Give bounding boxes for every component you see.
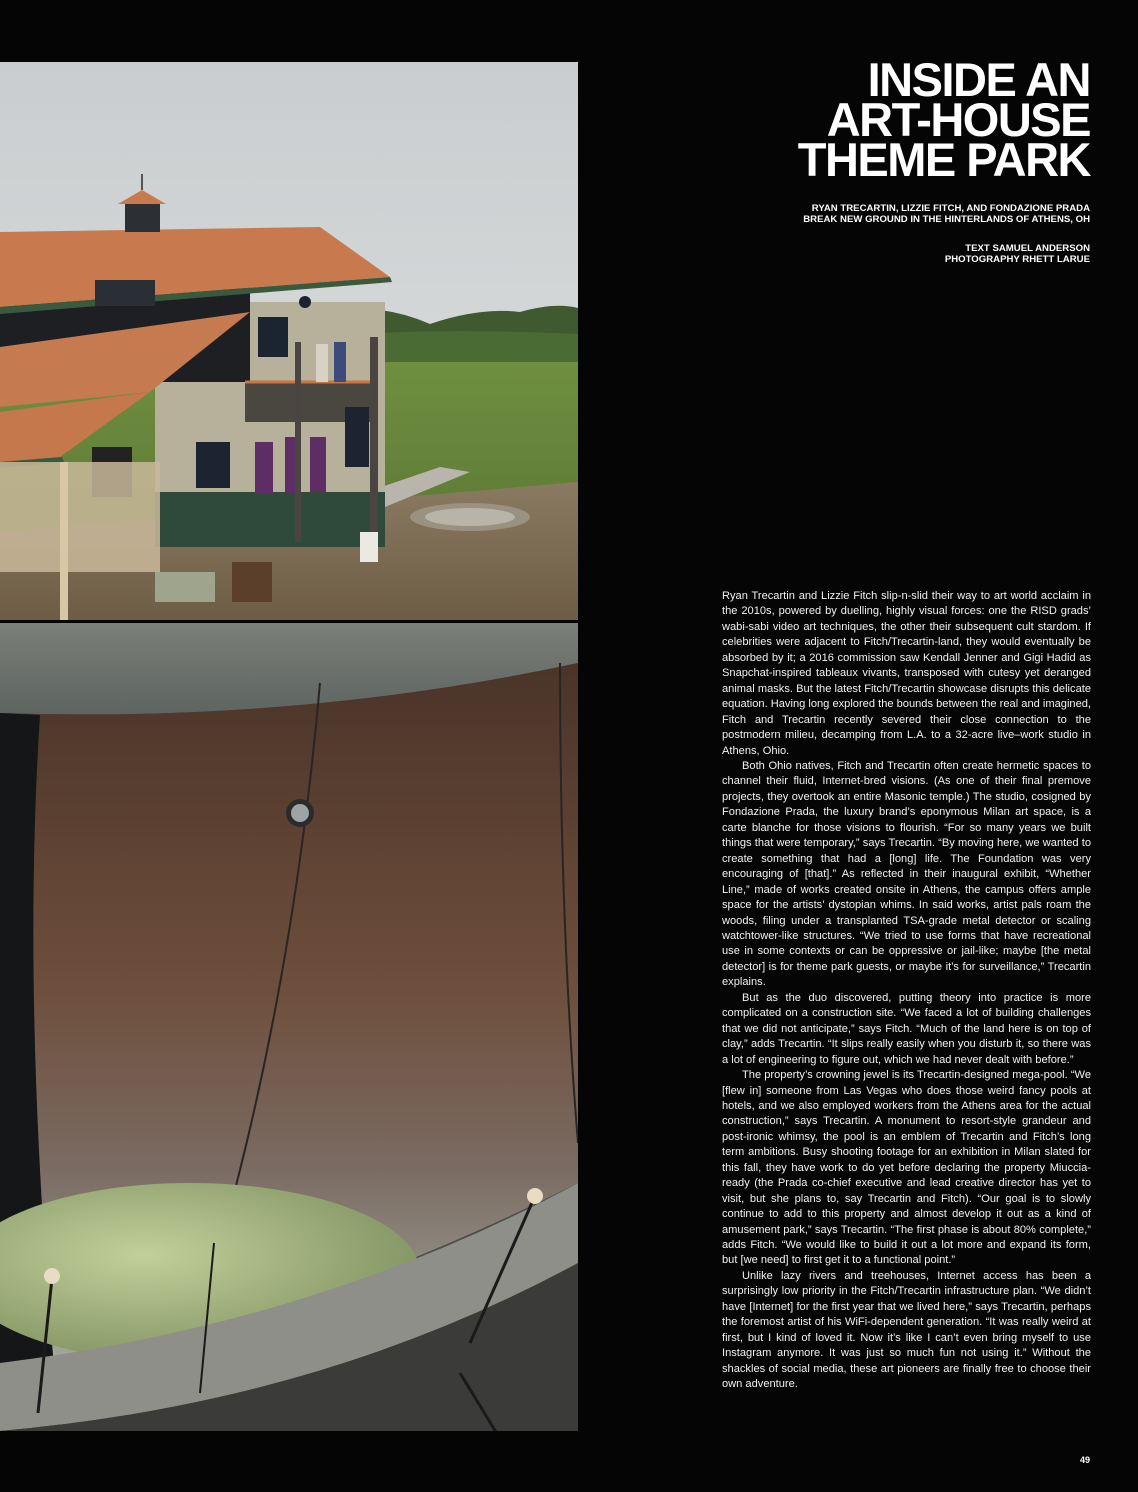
article-body [722,589,1091,1393]
body-paragraph-5: Unlike lazy rivers and treehouses, Internet access has been a surprisingly low priority in the Fitch/Trecartin infrastructure plan. “We didn’t have [Internet] for the first year that we lived here,” says Trecartin, perhaps the foremost artist of his WiFi-dependent generation. “It was really weird at first, but I kind of loved it. Now it’s like I can’t even bring myself to use Instagram anymore. It was just so much fun not using it.” Without the shackles of social media, these art pioneers are finally free to choose their own adventure. [722,1269,1091,1391]
credits [790,243,1090,265]
credit-photography: PHOTOGRAPHY RHETT LARUE [944,254,1090,265]
body-paragraph-1: Ryan Trecartin and Lizzie Fitch slip-n-slid their way to art world acclaim in the 2010s, powered by duelling, highly visual forces: one the RISD grads’ wabi-sabi video art techniques, the other their subsequent cult stardom. If celebrities were adjacent to Fitch/Trecartin-land, they would eventually be absorbed by it; a 2016 commission saw Kendall Jenner and Gigi Hadid as Snapchat-inspired tableaux vivants, transposed with cutesy yet deranged animal masks. But the latest Fitch/Trecartin showcase disrupts this delicate equation. Having long explored the bounds between the real and imagined, Fitch and Trecartin recently severed their close connection to the postmodern milieu, decamping from L.A. to a 32-acre live–work studio in Athens, Ohio. [722,590,1091,757]
pool-illustration [0,623,578,1431]
headline-line-3: THEME PARK [797,133,1090,186]
body-paragraph-4: The property’s crowning jewel is its Trecartin-designed mega-pool. “We [flew in] someone from Las Vegas who does those weird fancy pools at hotels, and we also employed workers from the Athens area for the actual construction,” says Trecartin. A monument to resort-style grandeur and post-ironic whimsy, the pool is an emblem of Trecartin and Fitch’s long term ambitions. Busy shooting footage for an exhibition in Milan slated for this fall, they have work to do yet before declaring the property Miuccia-ready (the Prada co-chief executive and lead creative director has yet to visit, but she plans to, say Trecartin and Fitch). “Our goal is to slowly continue to add to this property and almost develop it out as a kind of amusement park,” says Trecartin. “The first phase is about 80% complete,” adds Fitch. “We would like to build it out a lot more and expand its form, but [we need] to first get it to a functional point.” [722,1069,1091,1267]
body-paragraph-2: Both Ohio natives, Fitch and Trecartin often create hermetic spaces to channel their fluid, Internet-bred visions. (As one of their final premove projects, they overtook an entire Masonic temple.) The studio, cosigned by Fondazione Prada, the luxury brand’s eponymous Milan art space, is a carte blanche for those visions to flourish. “For so many years we built things that were temporary,” says Trecartin. “By moving here, we wanted to create something that had a [long] life. The Foundation was very encouraging of [that].” As reflected in their inaugural exhibit, “Whether Line,” made of works created onsite in Athens, the campus offers ample space for the artists’ dystopian whims. In said works, artist pals roam the woods, filing under a transplanted TSA-grade metal detector or scaling watchtower-like structures. “We tried to use forms that have recreational use in some contexts or can be oppressive or jail-like; maybe [the metal detector] is for theme park guests, or maybe it’s for surveillance,” Trecartin explains. [722,759,1091,989]
subhead-line-2: BREAK NEW GROUND IN THE HINTERLANDS OF ATHENS, OH [803,214,1090,225]
page-number: 49 [1079,1455,1090,1465]
headline-line-2: ART-HOUSE [826,93,1090,146]
body-paragraph-3: But as the duo discovered, putting theory into practice is more complicated on a construction site. “We faced a lot of building challenges that we did not anticipate,” says Fitch. “Much of the land here is on top of clay,” adds Trecartin. “It slips really easily when you disturb it, so there was a lot of engineering to figure out, which we had never dealt with before.” [722,991,1091,1066]
photo-house-in-field [0,62,578,620]
subhead-line-1: RYAN TRECARTIN, LIZZIE FITCH, AND FONDAZIONE PRADA [811,203,1090,214]
credit-text: TEXT SAMUEL ANDERSON [965,243,1090,254]
headline-line-1: INSIDE AN [867,53,1090,106]
photo-pool-closeup [0,623,578,1431]
page-title [610,53,1090,186]
house-illustration [0,62,578,620]
subhead [670,203,1090,225]
